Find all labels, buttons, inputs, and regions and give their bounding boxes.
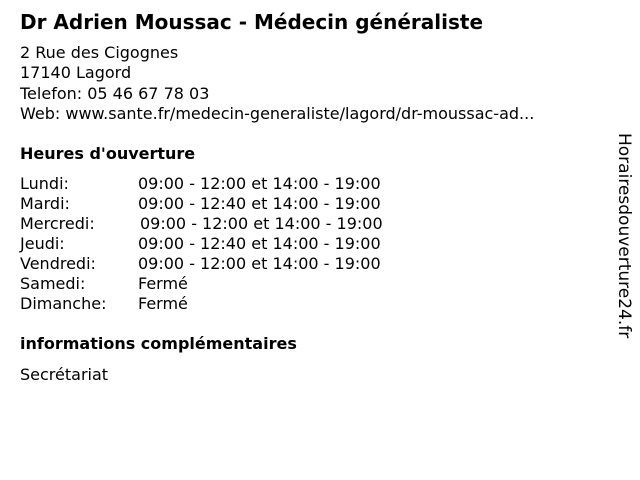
day-hours: 09:00 - 12:40 et 14:00 - 19:00 [138, 194, 381, 213]
day-hours: 09:00 - 12:00 et 14:00 - 19:00 [140, 214, 383, 233]
address-city: 17140 Lagord [20, 63, 132, 82]
page-title: Dr Adrien Moussac - Médecin généraliste [20, 10, 484, 34]
website-link[interactable]: Web: www.sante.fr/medecin-generaliste/lagord/dr-moussac-ad... [20, 104, 535, 123]
opening-hours-heading: Heures d'ouverture [20, 144, 196, 163]
day-label: Jeudi: [20, 234, 65, 253]
additional-info-text: Secrétariat [20, 365, 109, 384]
additional-info-heading: informations complémentaires [20, 334, 297, 353]
phone-number: Telefon: 05 46 67 78 03 [20, 84, 210, 103]
brand-label: Horairesdouverture24.fr [614, 133, 634, 339]
day-hours: Fermé [138, 294, 188, 313]
address-street: 2 Rue des Cigognes [20, 43, 179, 62]
day-label: Dimanche: [20, 294, 107, 313]
day-label: Samedi: [20, 274, 86, 293]
day-hours: Fermé [138, 274, 188, 293]
day-label: Mardi: [20, 194, 70, 213]
day-label: Lundi: [20, 174, 69, 193]
brand-vertical-text [614, 133, 634, 343]
day-hours: 09:00 - 12:40 et 14:00 - 19:00 [138, 234, 381, 253]
day-hours: 09:00 - 12:00 et 14:00 - 19:00 [138, 174, 381, 193]
day-hours: 09:00 - 12:00 et 14:00 - 19:00 [138, 254, 381, 273]
day-label: Mercredi: [20, 214, 95, 233]
day-label: Vendredi: [20, 254, 96, 273]
